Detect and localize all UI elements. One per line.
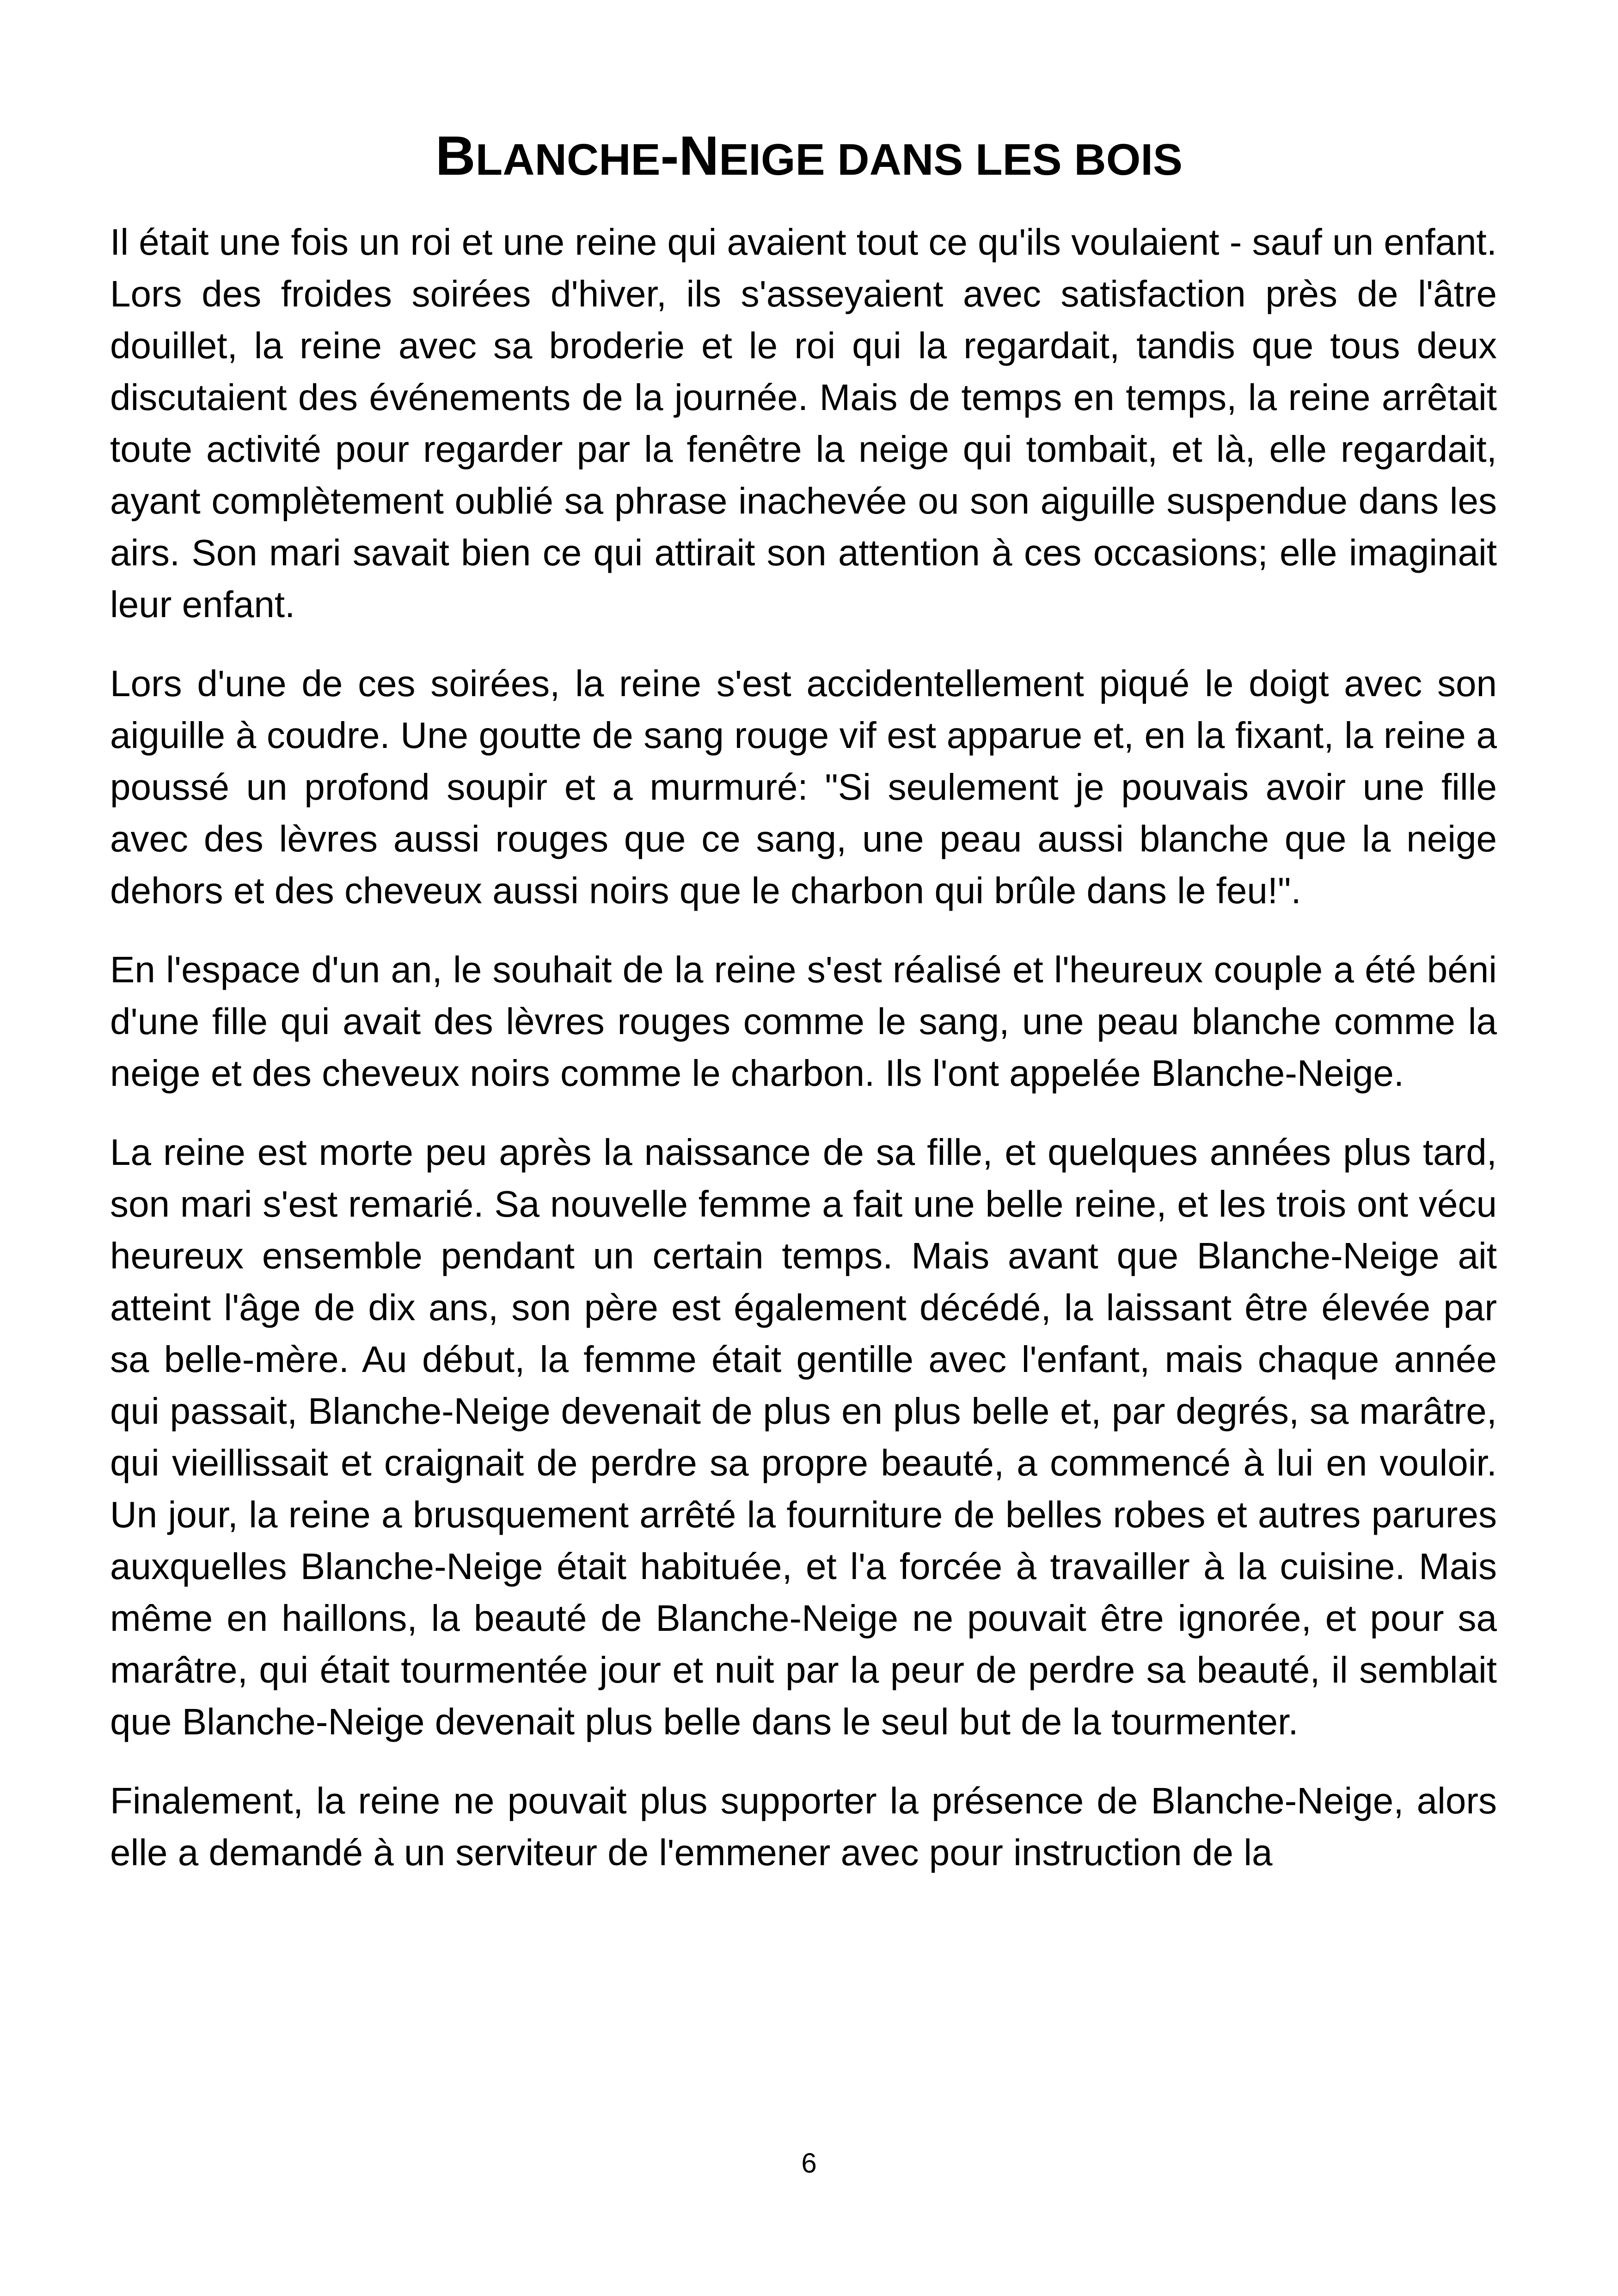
title-smallcaps-1: LANCHE [475, 135, 661, 184]
paragraph-2: Lors d'une de ces soirées, la reine s'est accidentellement piqué le doigt avec son aiguille à coudre. Une goutte de sang rouge vif est apparue et, en la fixant, la reine a poussé un profond soupir et a murmuré: "Si seulement je pouvais avoir une fille avec des lèvres aussi rouges que ce sang, une peau aussi blanche que la neige dehors et des cheveux aussi noirs que le charbon qui brûle dans le feu!". [110, 663, 1497, 911]
title-hyphen: - [660, 125, 679, 187]
paragraph-5: Finalement, la reine ne pouvait plus supporter la présence de Blanche-Neige, alors elle a demandé à un serviteur de l'emmener avec pour instruction de la [110, 1780, 1497, 1873]
paragraph-1: Il était une fois un roi et une reine qui avaient tout ce qu'ils voulaient - sauf un enfant. Lors des froides soirées d'hiver, ils s'asseyaient avec satisfaction près de l'âtre douillet, la reine avec sa broderie et le roi qui la regardait, tandis que tous deux discutaient des événements de la journée. Mais de temps en temps, la reine arrêtait toute activité pour regarder par la fenêtre la neige qui tombait, et là, elle regardait, ayant complètement oublié sa phrase inachevée ou son aiguille suspendue dans les airs. Son mari savait bien ce qui attirait son attention à ces occasions; elle imaginait leur enfant. [110, 221, 1497, 625]
title-smallcaps-2: EIGE DANS LES BOIS [719, 135, 1183, 184]
paragraph-3: En l'espace d'un an, le souhait de la reine s'est réalisé et l'heureux couple a été béni d'une fille qui avait des lèvres rouges comme le sang, une peau blanche comme la neige et des cheveux noirs comme le charbon. Ils l'ont appelée Blanche-Neige. [110, 949, 1497, 1094]
title-initial-1: B [435, 125, 476, 187]
body-text [110, 216, 1497, 1906]
page-number: 6 [801, 2148, 817, 2179]
title-initial-2: N [679, 125, 719, 187]
paragraph-4: La reine est morte peu après la naissance de sa fille, et quelques années plus tard, son mari s'est remarié. Sa nouvelle femme a fait une belle reine, et les trois ont vécu heureux ensemble pendant un certain temps. Mais avant que Blanche-Neige ait atteint l'âge de dix ans, son père est également décédé, la laissant être élevée par sa belle-mère. Au début, la femme était gentille avec l'enfant, mais chaque année qui passait, Blanche-Neige devenait de plus en plus belle et, par degrés, sa marâtre, qui vieillissait et craignait de perdre sa propre beauté, a commencé à lui en vouloir. Un jour, la reine a brusquement arrêté la fourniture de belles robes et autres parures auxquelles Blanche-Neige était habituée, et l'a forcée à travailler à la cuisine. Mais même en haillons, la beauté de Blanche-Neige ne pouvait être ignorée, et pour sa marâtre, qui était tourmentée jour et nuit par la peur de perdre sa beauté, il semblait que Blanche-Neige devenait plus belle dans le seul but de la tourmenter. [110, 1132, 1497, 1742]
page-title [0, 121, 1618, 195]
